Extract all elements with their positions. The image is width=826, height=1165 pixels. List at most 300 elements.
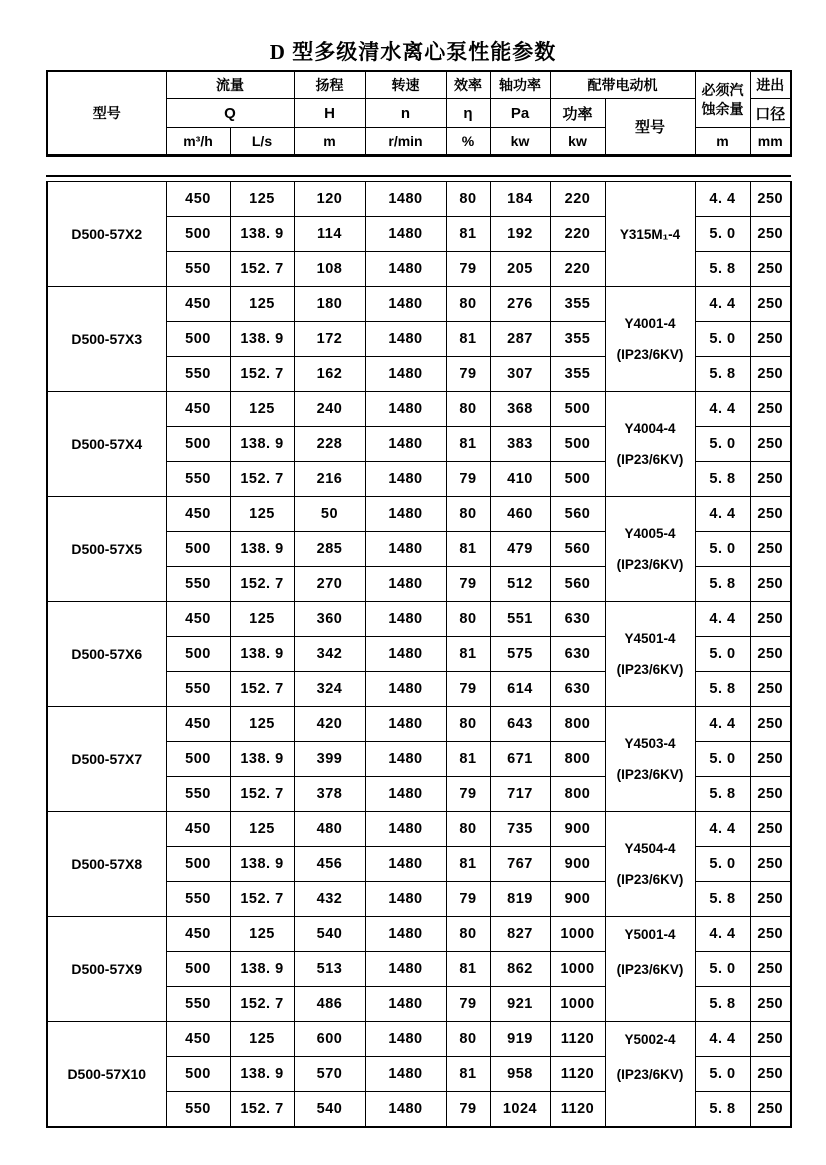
efficiency-cell: 79 xyxy=(446,777,490,812)
head-cell: 114 xyxy=(294,217,365,252)
efficiency-cell: 80 xyxy=(446,1022,490,1057)
efficiency-cell: 80 xyxy=(446,707,490,742)
npsh-cell: 5. 0 xyxy=(695,427,750,462)
flow-m3h-cell: 550 xyxy=(166,357,230,392)
npsh-cell: 5. 0 xyxy=(695,952,750,987)
diameter-cell: 250 xyxy=(750,672,791,707)
diameter-cell: 250 xyxy=(750,1057,791,1092)
head-cell: 540 xyxy=(294,917,365,952)
flow-m3h-cell: 500 xyxy=(166,637,230,672)
diameter-cell: 250 xyxy=(750,707,791,742)
flow-m3h-cell: 500 xyxy=(166,427,230,462)
motor-model-line: Y4501-4 xyxy=(624,631,676,646)
flow-m3h-cell: 500 xyxy=(166,742,230,777)
motor-model-cell xyxy=(605,287,695,392)
shaft-power-cell: 383 xyxy=(490,427,550,462)
header-table xyxy=(46,70,792,157)
flow-m3h-cell: 450 xyxy=(166,1022,230,1057)
flow-ls-cell: 152. 7 xyxy=(230,882,294,917)
col-header-motor-power: 功率 xyxy=(550,99,605,128)
flow-ls-cell: 125 xyxy=(230,917,294,952)
diameter-cell: 250 xyxy=(750,1092,791,1128)
flow-ls-cell: 152. 7 xyxy=(230,357,294,392)
flow-ls-cell: 125 xyxy=(230,392,294,427)
motor-model-line: Y5002-4 xyxy=(624,1032,676,1047)
flow-ls-cell: 138. 9 xyxy=(230,952,294,987)
diameter-cell: 250 xyxy=(750,882,791,917)
npsh-cell: 5. 8 xyxy=(695,882,750,917)
motor-model-line: (IP23/6KV) xyxy=(616,1067,684,1082)
efficiency-cell: 80 xyxy=(446,287,490,322)
unit-kw-motor: kw xyxy=(550,128,605,156)
symbol-pa: Pa xyxy=(490,99,550,128)
npsh-cell: 5. 8 xyxy=(695,987,750,1022)
motor-model-line: Y4005-4 xyxy=(624,526,676,541)
diameter-cell: 250 xyxy=(750,602,791,637)
speed-cell: 1480 xyxy=(365,637,446,672)
table-top-rule xyxy=(46,175,791,177)
npsh-cell: 5. 8 xyxy=(695,567,750,602)
motor-power-cell: 630 xyxy=(550,672,605,707)
motor-model-cell xyxy=(605,182,695,287)
shaft-power-cell: 551 xyxy=(490,602,550,637)
motor-model-cell xyxy=(605,602,695,707)
npsh-cell: 5. 0 xyxy=(695,847,750,882)
unit-rmin: r/min xyxy=(365,128,446,156)
motor-model-line: Y4503-4 xyxy=(624,736,676,751)
shaft-power-cell: 717 xyxy=(490,777,550,812)
head-cell: 600 xyxy=(294,1022,365,1057)
efficiency-cell: 81 xyxy=(446,532,490,567)
head-cell: 378 xyxy=(294,777,365,812)
speed-cell: 1480 xyxy=(365,742,446,777)
head-cell: 420 xyxy=(294,707,365,742)
shaft-power-cell: 614 xyxy=(490,672,550,707)
motor-power-cell: 355 xyxy=(550,322,605,357)
flow-ls-cell: 152. 7 xyxy=(230,777,294,812)
diameter-cell: 250 xyxy=(750,392,791,427)
flow-ls-cell: 125 xyxy=(230,287,294,322)
flow-m3h-cell: 500 xyxy=(166,952,230,987)
flow-m3h-cell: 550 xyxy=(166,672,230,707)
speed-cell: 1480 xyxy=(365,532,446,567)
motor-model-cell xyxy=(605,917,695,1022)
shaft-power-cell: 460 xyxy=(490,497,550,532)
shaft-power-cell: 1024 xyxy=(490,1092,550,1128)
diameter-cell: 250 xyxy=(750,847,791,882)
motor-model-line: (IP23/6KV) xyxy=(616,452,684,467)
speed-cell: 1480 xyxy=(365,182,446,217)
shaft-power-cell: 192 xyxy=(490,217,550,252)
motor-power-cell: 1120 xyxy=(550,1092,605,1128)
shaft-power-cell: 575 xyxy=(490,637,550,672)
flow-m3h-cell: 550 xyxy=(166,567,230,602)
motor-power-cell: 1000 xyxy=(550,917,605,952)
diameter-cell: 250 xyxy=(750,182,791,217)
motor-power-cell: 220 xyxy=(550,217,605,252)
flow-m3h-cell: 550 xyxy=(166,1092,230,1128)
flow-ls-cell: 138. 9 xyxy=(230,217,294,252)
head-cell: 120 xyxy=(294,182,365,217)
shaft-power-cell: 819 xyxy=(490,882,550,917)
flow-m3h-cell: 550 xyxy=(166,462,230,497)
data-table xyxy=(46,181,792,1128)
flow-m3h-cell: 500 xyxy=(166,1057,230,1092)
diameter-cell: 250 xyxy=(750,252,791,287)
flow-ls-cell: 152. 7 xyxy=(230,567,294,602)
flow-ls-cell: 125 xyxy=(230,182,294,217)
npsh-cell: 5. 8 xyxy=(695,252,750,287)
speed-cell: 1480 xyxy=(365,672,446,707)
flow-ls-cell: 138. 9 xyxy=(230,742,294,777)
efficiency-cell: 81 xyxy=(446,637,490,672)
col-header-flow: 流量 xyxy=(166,71,294,99)
shaft-power-cell: 643 xyxy=(490,707,550,742)
efficiency-cell: 79 xyxy=(446,672,490,707)
flow-ls-cell: 152. 7 xyxy=(230,987,294,1022)
col-header-diameter: 口径 xyxy=(750,99,791,128)
motor-model-line: (IP23/6KV) xyxy=(616,347,684,362)
shaft-power-cell: 921 xyxy=(490,987,550,1022)
efficiency-cell: 80 xyxy=(446,497,490,532)
motor-power-cell: 500 xyxy=(550,392,605,427)
col-header-efficiency: 效率 xyxy=(446,71,490,99)
efficiency-cell: 80 xyxy=(446,392,490,427)
npsh-cell: 5. 8 xyxy=(695,462,750,497)
diameter-cell: 250 xyxy=(750,322,791,357)
diameter-cell: 250 xyxy=(750,637,791,672)
head-cell: 513 xyxy=(294,952,365,987)
npsh-cell: 5. 0 xyxy=(695,1057,750,1092)
shaft-power-cell: 368 xyxy=(490,392,550,427)
head-cell: 180 xyxy=(294,287,365,322)
motor-model-cell xyxy=(605,392,695,497)
flow-ls-cell: 138. 9 xyxy=(230,847,294,882)
speed-cell: 1480 xyxy=(365,287,446,322)
motor-model-cell xyxy=(605,497,695,602)
npsh-label-line1: 必须汽 xyxy=(701,81,744,98)
diameter-cell: 250 xyxy=(750,462,791,497)
col-header-npsh xyxy=(695,71,750,128)
pump-model-cell: D500-57X9 xyxy=(47,917,166,1022)
col-header-motor-group: 配带电动机 xyxy=(550,71,695,99)
efficiency-cell: 81 xyxy=(446,742,490,777)
flow-ls-cell: 152. 7 xyxy=(230,252,294,287)
pump-model-cell: D500-57X6 xyxy=(47,602,166,707)
pump-model-cell: D500-57X3 xyxy=(47,287,166,392)
motor-model-line: Y5001-4 xyxy=(624,927,676,942)
speed-cell: 1480 xyxy=(365,777,446,812)
pump-model-cell: D500-57X8 xyxy=(47,812,166,917)
speed-cell: 1480 xyxy=(365,322,446,357)
motor-model-cell xyxy=(605,812,695,917)
unit-ls: L/s xyxy=(230,128,294,156)
efficiency-cell: 79 xyxy=(446,567,490,602)
npsh-cell: 4. 4 xyxy=(695,392,750,427)
shaft-power-cell: 512 xyxy=(490,567,550,602)
speed-cell: 1480 xyxy=(365,567,446,602)
head-cell: 216 xyxy=(294,462,365,497)
flow-ls-cell: 125 xyxy=(230,497,294,532)
head-cell: 342 xyxy=(294,637,365,672)
shaft-power-cell: 479 xyxy=(490,532,550,567)
symbol-eta: η xyxy=(446,99,490,128)
table-row xyxy=(47,497,791,532)
table-row xyxy=(47,917,791,952)
motor-model-line: Y4001-4 xyxy=(624,316,676,331)
efficiency-cell: 81 xyxy=(446,1057,490,1092)
head-cell: 399 xyxy=(294,742,365,777)
speed-cell: 1480 xyxy=(365,1057,446,1092)
flow-m3h-cell: 500 xyxy=(166,217,230,252)
table-row xyxy=(47,602,791,637)
flow-m3h-cell: 450 xyxy=(166,392,230,427)
head-cell: 486 xyxy=(294,987,365,1022)
speed-cell: 1480 xyxy=(365,1092,446,1128)
head-cell: 108 xyxy=(294,252,365,287)
shaft-power-cell: 827 xyxy=(490,917,550,952)
symbol-h: H xyxy=(294,99,365,128)
diameter-cell: 250 xyxy=(750,777,791,812)
npsh-label-line2: 蚀余量 xyxy=(701,100,744,117)
flow-m3h-cell: 450 xyxy=(166,182,230,217)
efficiency-cell: 81 xyxy=(446,847,490,882)
diameter-cell: 250 xyxy=(750,217,791,252)
col-header-speed: 转速 xyxy=(365,71,446,99)
speed-cell: 1480 xyxy=(365,217,446,252)
unit-kw-shaft: kw xyxy=(490,128,550,156)
flow-m3h-cell: 450 xyxy=(166,497,230,532)
speed-cell: 1480 xyxy=(365,427,446,462)
table-row xyxy=(47,812,791,847)
flow-ls-cell: 125 xyxy=(230,707,294,742)
efficiency-cell: 79 xyxy=(446,987,490,1022)
efficiency-cell: 80 xyxy=(446,182,490,217)
motor-power-cell: 900 xyxy=(550,882,605,917)
motor-power-cell: 220 xyxy=(550,182,605,217)
motor-power-cell: 1120 xyxy=(550,1022,605,1057)
speed-cell: 1480 xyxy=(365,497,446,532)
table-row xyxy=(47,287,791,322)
motor-power-cell: 220 xyxy=(550,252,605,287)
table-row xyxy=(47,1022,791,1057)
motor-power-cell: 800 xyxy=(550,742,605,777)
pump-model-cell: D500-57X10 xyxy=(47,1022,166,1128)
flow-m3h-cell: 450 xyxy=(166,287,230,322)
flow-m3h-cell: 550 xyxy=(166,882,230,917)
unit-mm: mm xyxy=(750,128,791,156)
shaft-power-cell: 958 xyxy=(490,1057,550,1092)
head-cell: 50 xyxy=(294,497,365,532)
motor-power-cell: 560 xyxy=(550,567,605,602)
npsh-cell: 5. 8 xyxy=(695,672,750,707)
flow-m3h-cell: 550 xyxy=(166,777,230,812)
speed-cell: 1480 xyxy=(365,1022,446,1057)
diameter-cell: 250 xyxy=(750,917,791,952)
speed-cell: 1480 xyxy=(365,917,446,952)
unit-m: m xyxy=(294,128,365,156)
motor-model-line: (IP23/6KV) xyxy=(616,872,684,887)
col-header-motor-model: 型号 xyxy=(605,99,695,156)
npsh-cell: 5. 0 xyxy=(695,322,750,357)
npsh-cell: 5. 8 xyxy=(695,1092,750,1128)
flow-ls-cell: 138. 9 xyxy=(230,637,294,672)
head-cell: 540 xyxy=(294,1092,365,1128)
shaft-power-cell: 307 xyxy=(490,357,550,392)
shaft-power-cell: 205 xyxy=(490,252,550,287)
motor-power-cell: 800 xyxy=(550,707,605,742)
head-cell: 324 xyxy=(294,672,365,707)
npsh-cell: 5. 0 xyxy=(695,532,750,567)
diameter-cell: 250 xyxy=(750,427,791,462)
motor-model-line: Y4504-4 xyxy=(624,841,676,856)
motor-power-cell: 1000 xyxy=(550,952,605,987)
efficiency-cell: 81 xyxy=(446,217,490,252)
speed-cell: 1480 xyxy=(365,882,446,917)
motor-model-line: (IP23/6KV) xyxy=(616,662,684,677)
motor-model-cell xyxy=(605,707,695,812)
col-header-shaft-power: 轴功率 xyxy=(490,71,550,99)
pump-model-cell: D500-57X4 xyxy=(47,392,166,497)
diameter-cell: 250 xyxy=(750,532,791,567)
shaft-power-cell: 410 xyxy=(490,462,550,497)
npsh-cell: 4. 4 xyxy=(695,1022,750,1057)
symbol-q: Q xyxy=(166,99,294,128)
head-cell: 285 xyxy=(294,532,365,567)
shaft-power-cell: 287 xyxy=(490,322,550,357)
head-cell: 570 xyxy=(294,1057,365,1092)
npsh-cell: 4. 4 xyxy=(695,287,750,322)
shaft-power-cell: 862 xyxy=(490,952,550,987)
diameter-cell: 250 xyxy=(750,567,791,602)
motor-model-line: (IP23/6KV) xyxy=(616,962,684,977)
flow-ls-cell: 152. 7 xyxy=(230,672,294,707)
efficiency-cell: 79 xyxy=(446,252,490,287)
table-row xyxy=(47,182,791,217)
motor-model-cell xyxy=(605,1022,695,1128)
flow-ls-cell: 125 xyxy=(230,812,294,847)
motor-power-cell: 560 xyxy=(550,497,605,532)
speed-cell: 1480 xyxy=(365,392,446,427)
col-header-head: 扬程 xyxy=(294,71,365,99)
motor-power-cell: 500 xyxy=(550,427,605,462)
diameter-cell: 250 xyxy=(750,1022,791,1057)
head-cell: 240 xyxy=(294,392,365,427)
motor-power-cell: 1000 xyxy=(550,987,605,1022)
page-title: D 型多级清水离心泵性能参数 xyxy=(269,40,557,64)
diameter-cell: 250 xyxy=(750,357,791,392)
head-cell: 360 xyxy=(294,602,365,637)
speed-cell: 1480 xyxy=(365,952,446,987)
speed-cell: 1480 xyxy=(365,812,446,847)
diameter-cell: 250 xyxy=(750,742,791,777)
diameter-cell: 250 xyxy=(750,497,791,532)
flow-m3h-cell: 450 xyxy=(166,917,230,952)
shaft-power-cell: 767 xyxy=(490,847,550,882)
head-cell: 162 xyxy=(294,357,365,392)
npsh-cell: 5. 0 xyxy=(695,217,750,252)
diameter-cell: 250 xyxy=(750,287,791,322)
motor-model-line: (IP23/6KV) xyxy=(616,557,684,572)
efficiency-cell: 79 xyxy=(446,882,490,917)
npsh-cell: 5. 8 xyxy=(695,357,750,392)
motor-power-cell: 1120 xyxy=(550,1057,605,1092)
flow-ls-cell: 138. 9 xyxy=(230,427,294,462)
motor-model-line: Y315M₁-4 xyxy=(619,226,681,242)
motor-power-cell: 560 xyxy=(550,532,605,567)
unit-pct: % xyxy=(446,128,490,156)
npsh-cell: 4. 4 xyxy=(695,602,750,637)
pump-model-cell: D500-57X2 xyxy=(47,182,166,287)
motor-power-cell: 630 xyxy=(550,637,605,672)
table-row xyxy=(47,392,791,427)
flow-m3h-cell: 500 xyxy=(166,847,230,882)
shaft-power-cell: 735 xyxy=(490,812,550,847)
efficiency-cell: 79 xyxy=(446,1092,490,1128)
motor-model-line: (IP23/6KV) xyxy=(616,767,684,782)
motor-power-cell: 355 xyxy=(550,287,605,322)
flow-m3h-cell: 550 xyxy=(166,987,230,1022)
unit-m3h: m³/h xyxy=(166,128,230,156)
motor-power-cell: 900 xyxy=(550,812,605,847)
flow-ls-cell: 152. 7 xyxy=(230,1092,294,1128)
npsh-cell: 5. 8 xyxy=(695,777,750,812)
diameter-cell: 250 xyxy=(750,987,791,1022)
unit-npsh-m: m xyxy=(695,128,750,156)
motor-power-cell: 800 xyxy=(550,777,605,812)
flow-m3h-cell: 500 xyxy=(166,532,230,567)
efficiency-cell: 80 xyxy=(446,812,490,847)
flow-ls-cell: 125 xyxy=(230,1022,294,1057)
efficiency-cell: 79 xyxy=(446,357,490,392)
diameter-cell: 250 xyxy=(750,952,791,987)
shaft-power-cell: 919 xyxy=(490,1022,550,1057)
head-cell: 228 xyxy=(294,427,365,462)
npsh-cell: 4. 4 xyxy=(695,917,750,952)
col-header-model: 型号 xyxy=(47,71,166,156)
efficiency-cell: 80 xyxy=(446,602,490,637)
motor-power-cell: 500 xyxy=(550,462,605,497)
motor-power-cell: 900 xyxy=(550,847,605,882)
npsh-cell: 4. 4 xyxy=(695,812,750,847)
table-row xyxy=(47,707,791,742)
head-cell: 172 xyxy=(294,322,365,357)
efficiency-cell: 79 xyxy=(446,462,490,497)
flow-m3h-cell: 550 xyxy=(166,252,230,287)
efficiency-cell: 81 xyxy=(446,322,490,357)
flow-ls-cell: 138. 9 xyxy=(230,322,294,357)
symbol-n: n xyxy=(365,99,446,128)
efficiency-cell: 81 xyxy=(446,427,490,462)
npsh-cell: 4. 4 xyxy=(695,707,750,742)
flow-ls-cell: 152. 7 xyxy=(230,462,294,497)
speed-cell: 1480 xyxy=(365,462,446,497)
pump-model-cell: D500-57X5 xyxy=(47,497,166,602)
speed-cell: 1480 xyxy=(365,357,446,392)
speed-cell: 1480 xyxy=(365,987,446,1022)
flow-m3h-cell: 450 xyxy=(166,707,230,742)
head-cell: 432 xyxy=(294,882,365,917)
flow-ls-cell: 138. 9 xyxy=(230,532,294,567)
diameter-cell: 250 xyxy=(750,812,791,847)
flow-m3h-cell: 500 xyxy=(166,322,230,357)
npsh-cell: 4. 4 xyxy=(695,182,750,217)
shaft-power-cell: 671 xyxy=(490,742,550,777)
shaft-power-cell: 184 xyxy=(490,182,550,217)
flow-m3h-cell: 450 xyxy=(166,602,230,637)
efficiency-cell: 80 xyxy=(446,917,490,952)
npsh-cell: 5. 0 xyxy=(695,637,750,672)
